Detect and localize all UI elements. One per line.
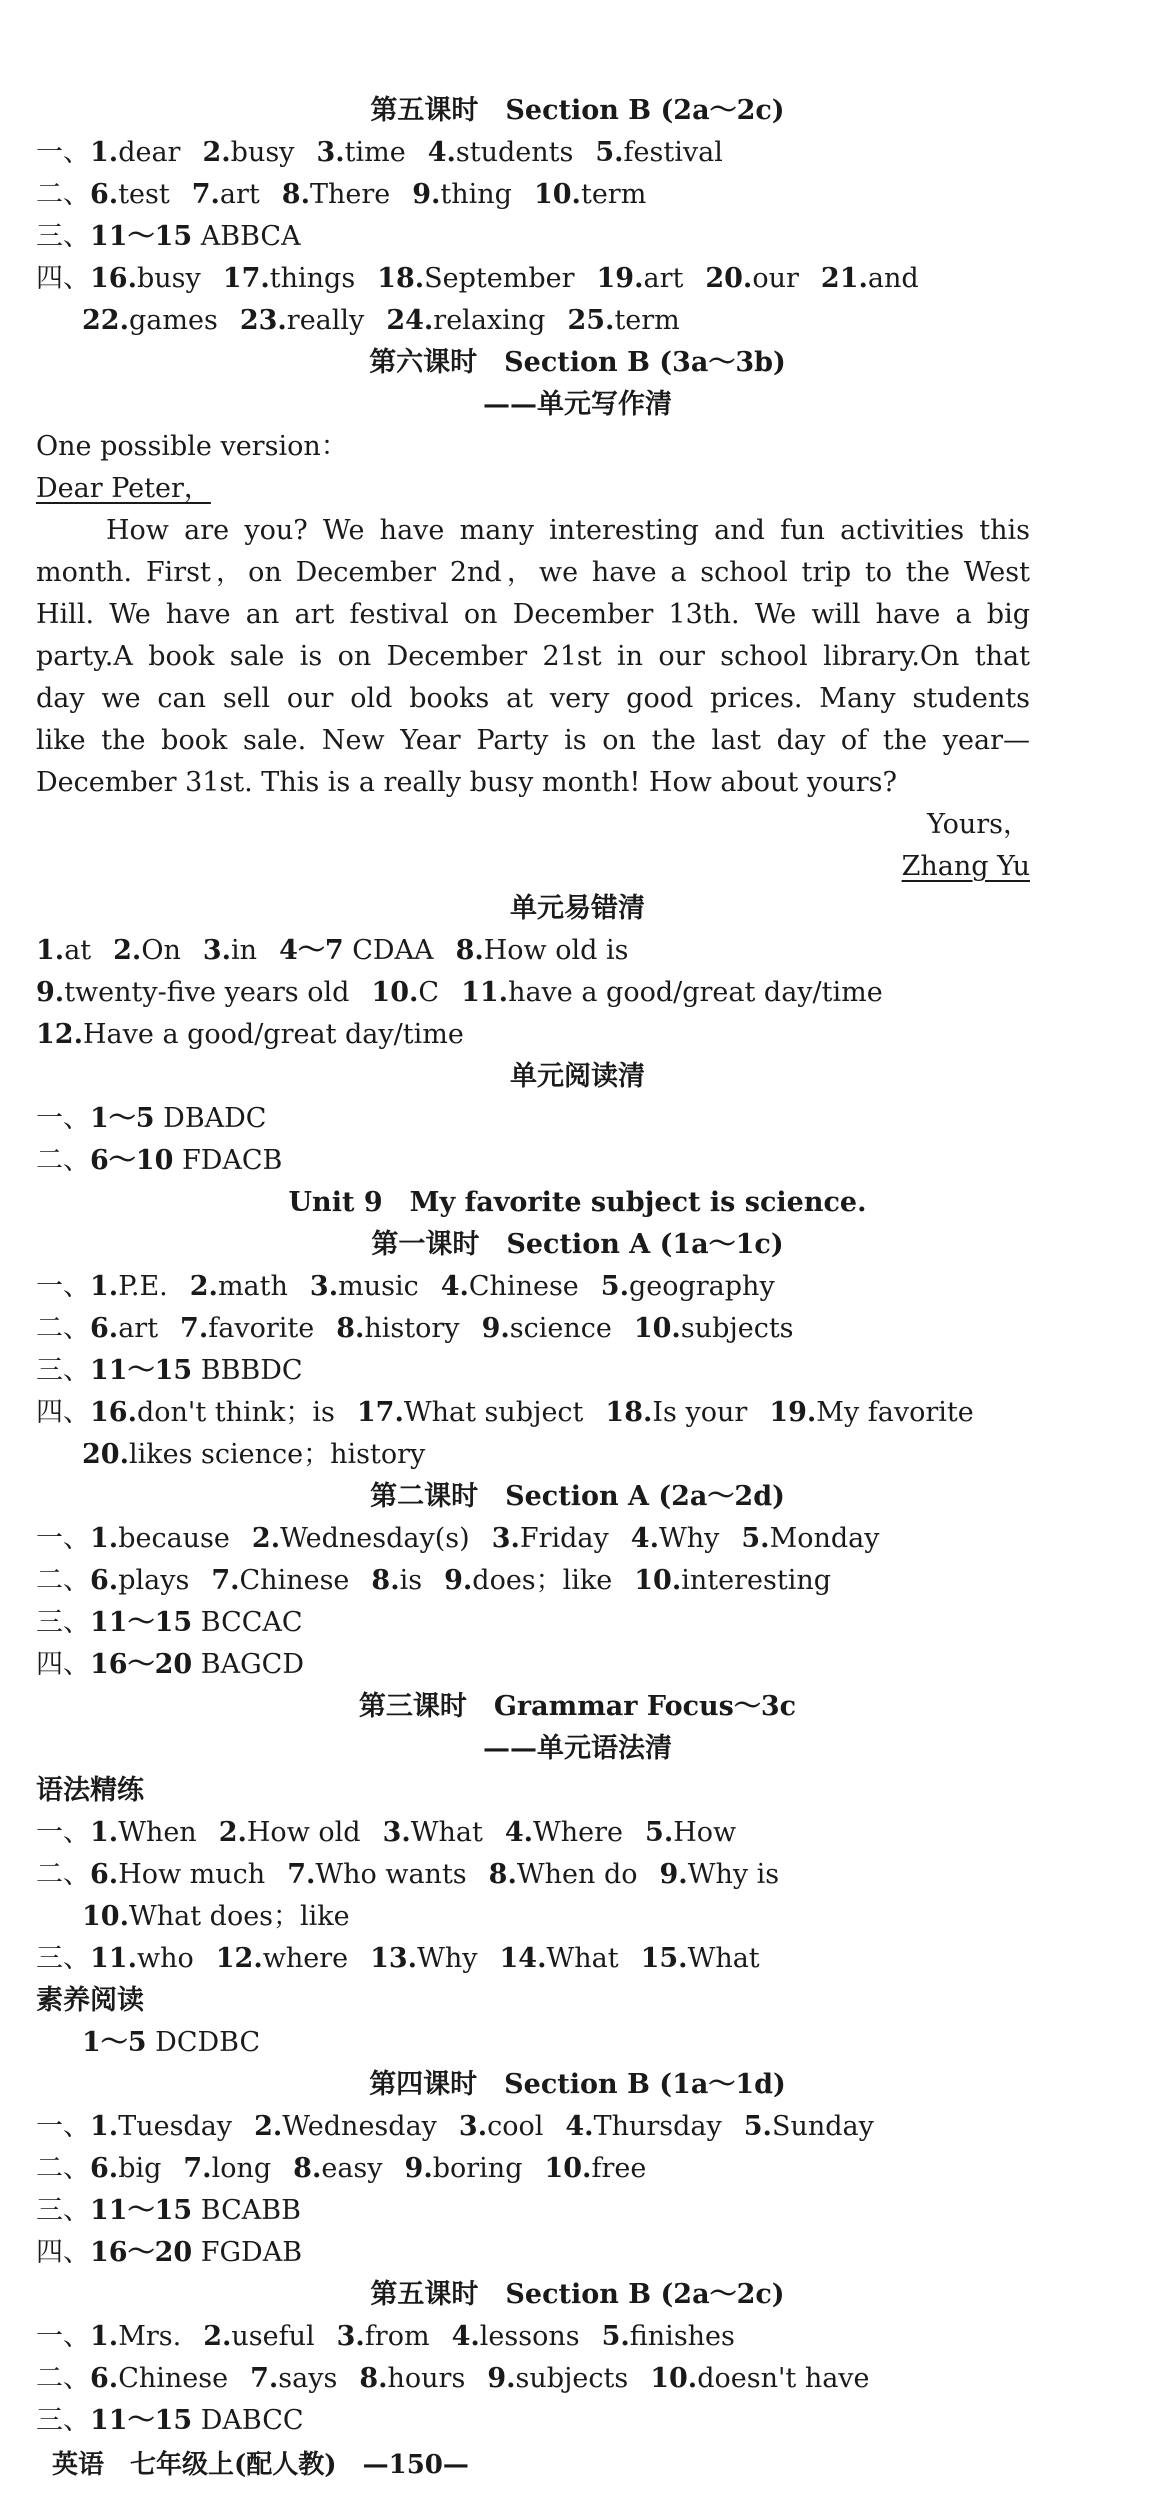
question-group-label: 三、: [36, 1607, 90, 1638]
answer-line: [36, 2192, 1119, 2230]
question-number: 9.: [404, 2153, 433, 2184]
question-number: 18.: [605, 1397, 653, 1428]
question-number: 5.: [743, 2111, 772, 2142]
answer-text: dear: [118, 137, 181, 168]
answer-text: term: [580, 179, 647, 210]
answer-text: festival: [623, 137, 723, 168]
question-number: 1～5: [90, 1103, 155, 1134]
question-number: 12.: [36, 1019, 83, 1050]
answer-text: My favorite: [816, 1397, 974, 1428]
answer-line: [36, 176, 1119, 214]
answer-text: There: [309, 179, 391, 210]
question-number: 2.: [218, 1817, 247, 1848]
question-group-label: 一、: [36, 137, 90, 168]
answer-line: [36, 2150, 1119, 2188]
answer-line: [82, 2024, 1119, 2062]
answer-text: thing: [440, 179, 512, 210]
question-number: 18.: [377, 263, 425, 294]
question-number: 2.: [254, 2111, 283, 2142]
writing-line: day we can sell our old books at very good prices. Many students: [36, 683, 1030, 714]
answer-text: Chinese: [468, 1271, 579, 1302]
answer-text: art: [118, 1313, 159, 1344]
answer-text: art: [643, 263, 684, 294]
answer-text: Friday: [519, 1523, 609, 1554]
section-title: 第五课时 Section B (2a～2c): [370, 2279, 785, 2310]
section-title: 第二课时 Section A (2a～2d): [370, 1481, 785, 1512]
answer-line: [36, 1646, 1119, 1684]
answer-text: DBADC: [163, 1103, 267, 1134]
question-number: 14.: [499, 1943, 547, 1974]
writing-greeting: Dear Peter，: [36, 473, 211, 504]
question-number: 16～20: [90, 2237, 193, 2268]
answer-text: at: [64, 935, 92, 966]
answer-text: have a good/great day/time: [508, 977, 883, 1008]
answer-text: art: [219, 179, 260, 210]
answer-text: On: [141, 935, 181, 966]
question-number: 5.: [600, 1271, 629, 1302]
question-number: 8.: [336, 1313, 365, 1344]
question-number: 3.: [491, 1523, 520, 1554]
answer-text: relaxing: [433, 305, 546, 336]
section-title: 第四课时 Section B (1a～1d): [369, 2069, 786, 2100]
answer-text: Is your: [652, 1397, 748, 1428]
answer-text: really: [286, 305, 365, 336]
question-number: 3.: [336, 2321, 365, 2352]
answer-text: BBBDC: [200, 1355, 303, 1386]
question-number: 9.: [36, 977, 65, 1008]
answer-text: What: [687, 1943, 760, 1974]
answer-text: does；like: [472, 1565, 613, 1596]
question-number: 15.: [640, 1943, 688, 1974]
question-group-label: 二、: [36, 1145, 90, 1176]
question-number: 1.: [90, 2321, 119, 2352]
question-number: 7.: [287, 1859, 316, 1890]
question-group-label: 三、: [36, 1355, 90, 1386]
question-group-label: 三、: [36, 221, 90, 252]
question-number: 10.: [634, 1565, 682, 1596]
answer-text: interesting: [681, 1565, 832, 1596]
writing-line: month. First，on December 2nd，we have a school trip to the West: [36, 557, 1030, 588]
answer-text: subjects: [680, 1313, 794, 1344]
question-number: 16～20: [90, 1649, 193, 1680]
question-group-label: 二、: [36, 1859, 90, 1890]
question-number: 6.: [90, 1565, 119, 1596]
answer-line: [36, 2318, 1119, 2356]
question-number: 9.: [444, 1565, 473, 1596]
question-group-label: 二、: [36, 1565, 90, 1596]
section-title: 第三课时 Grammar Focus～3c: [358, 1691, 797, 1722]
question-number: 11.: [461, 977, 509, 1008]
question-number: 10.: [533, 179, 581, 210]
answer-text: science: [509, 1313, 612, 1344]
question-number: 20.: [705, 263, 753, 294]
answer-line: [36, 1142, 1119, 1180]
writing-signature: Zhang Yu: [901, 851, 1030, 882]
question-number: 21.: [820, 263, 868, 294]
answer-text: Why is: [687, 1859, 780, 1890]
question-group-label: 一、: [36, 1817, 90, 1848]
question-number: 25.: [567, 305, 615, 336]
answer-text: favorite: [208, 1313, 315, 1344]
question-number: 1.: [90, 1817, 119, 1848]
answer-line: [36, 1604, 1119, 1642]
question-number: 8.: [293, 2153, 322, 2184]
question-number: 3.: [382, 1817, 411, 1848]
answer-line: [36, 2360, 1119, 2398]
answer-text: Sunday: [771, 2111, 874, 2142]
question-number: 16.: [90, 263, 137, 294]
answer-text: Who wants: [315, 1859, 467, 1890]
question-number: 24.: [386, 305, 434, 336]
question-number: 4.: [427, 137, 456, 168]
answer-text: When: [118, 1817, 197, 1848]
question-number: 8.: [455, 935, 484, 966]
question-group-label: 二、: [36, 2153, 90, 2184]
question-number: 11～15: [90, 221, 193, 252]
question-number: 7.: [191, 179, 220, 210]
answer-text: What does；like: [128, 1901, 350, 1932]
section-title: 第五课时 Section B (2a～2c): [370, 95, 785, 126]
section-subtitle: ——单元写作清: [483, 389, 672, 420]
section-title: 第一课时 Section A (1a～1c): [371, 1229, 784, 1260]
question-number: 9.: [481, 1313, 510, 1344]
writing-line: party.A book sale is on December 21st in our school library.On that: [36, 641, 1030, 672]
question-group-label: 一、: [36, 1523, 90, 1554]
question-number: 11～15: [90, 2405, 193, 2436]
question-group-label: 四、: [36, 1397, 90, 1428]
answer-text: students: [455, 137, 574, 168]
question-number: 19.: [596, 263, 644, 294]
answer-text: How old: [246, 1817, 361, 1848]
question-number: 11.: [90, 1943, 137, 1974]
section-title: 单元阅读清: [510, 1061, 645, 1092]
question-number: 11～15: [90, 1607, 193, 1638]
answer-text: term: [614, 305, 680, 336]
answer-text: Mrs.: [118, 2321, 182, 2352]
answer-text: is: [399, 1565, 423, 1596]
answer-line: [36, 2234, 1119, 2272]
answer-text: easy: [321, 2153, 383, 2184]
answer-text: in: [231, 935, 258, 966]
question-number: 4～7: [279, 935, 344, 966]
question-number: 9.: [659, 1859, 688, 1890]
answer-line: [36, 1016, 1119, 1054]
question-group-label: 二、: [36, 179, 90, 210]
writing-closing: Yours，: [927, 809, 1030, 840]
question-number: 9.: [412, 179, 441, 210]
question-number: 19.: [769, 1397, 817, 1428]
answer-text: geography: [628, 1271, 775, 1302]
answer-text: music: [338, 1271, 419, 1302]
answer-line: [36, 218, 1119, 256]
answer-text: How: [673, 1817, 737, 1848]
writing-line: like the book sale. New Year Party is on the last day of the year—: [36, 725, 1030, 756]
question-number: 2.: [202, 137, 231, 168]
question-number: 8.: [281, 179, 310, 210]
subhead-grammar-practice: 语法精练: [36, 1775, 144, 1806]
answer-text: from: [364, 2321, 430, 2352]
answer-text: subjects: [515, 2363, 629, 2394]
page-footer: 英语 七年级上(配人教) —150—: [52, 2450, 469, 2480]
question-number: 3.: [309, 1271, 339, 1302]
answer-text: time: [344, 137, 406, 168]
question-number: 6.: [90, 1313, 119, 1344]
answer-text: because: [118, 1523, 230, 1554]
question-number: 4.: [565, 2111, 594, 2142]
answer-line: [36, 974, 1119, 1012]
question-number: 6.: [90, 1859, 119, 1890]
subhead-literacy-reading: 素养阅读: [36, 1985, 144, 2016]
question-number: 5.: [741, 1523, 770, 1554]
question-number: 11～15: [90, 1355, 193, 1386]
question-number: 7.: [211, 1565, 240, 1596]
question-group-label: 一、: [36, 1271, 90, 1302]
answer-line: [36, 932, 1119, 970]
answer-line: [36, 1562, 1119, 1600]
answer-text: P.E.: [118, 1271, 168, 1302]
answer-text: Where: [533, 1817, 624, 1848]
question-number: 4.: [504, 1817, 534, 1848]
answer-text: CDAA: [352, 935, 434, 966]
answer-line: [82, 1898, 1119, 1936]
question-group-label: 一、: [36, 2111, 90, 2142]
question-group-label: 一、: [36, 1103, 90, 1134]
question-number: 20.: [82, 1439, 129, 1470]
answer-text: BAGCD: [200, 1649, 304, 1680]
answer-line: [82, 302, 1119, 340]
question-group-label: 三、: [36, 1943, 90, 1974]
question-group-label: 三、: [36, 2405, 90, 2436]
section-subtitle: ——单元语法清: [483, 1733, 672, 1764]
question-number: 11～15: [90, 2195, 193, 2226]
question-number: 4.: [440, 1271, 469, 1302]
question-number: 2.: [203, 2321, 232, 2352]
answer-text: boring: [432, 2153, 523, 2184]
answer-text: doesn't have: [697, 2363, 870, 2394]
answer-text: likes science；history: [128, 1439, 426, 1470]
question-number: 23.: [239, 305, 287, 336]
answer-text: where: [262, 1943, 349, 1974]
answer-line: [36, 2108, 1119, 2146]
question-number: 9.: [487, 2363, 516, 2394]
question-number: 5.: [601, 2321, 630, 2352]
section-title: 单元易错清: [510, 893, 645, 924]
question-group-label: 四、: [36, 1649, 90, 1680]
question-number: 1.: [90, 1271, 119, 1302]
section-title: 第六课时 Section B (3a～3b): [369, 347, 786, 378]
question-number: 8.: [371, 1565, 400, 1596]
answer-line: [36, 1856, 1119, 1894]
question-number: 8.: [488, 1859, 517, 1890]
question-group-label: 三、: [36, 2195, 90, 2226]
answer-text: big: [118, 2153, 162, 2184]
answer-text: Chinese: [118, 2363, 229, 2394]
writing-intro: One possible version：: [36, 431, 348, 462]
answer-text: Why: [658, 1523, 720, 1554]
answer-text: September: [424, 263, 575, 294]
answer-text: What: [410, 1817, 483, 1848]
question-number: 3.: [202, 935, 232, 966]
question-number: 1.: [36, 935, 65, 966]
question-number: 5.: [645, 1817, 674, 1848]
answer-text: What subject: [403, 1397, 584, 1428]
question-number: 7.: [183, 2153, 212, 2184]
question-number: 7.: [250, 2363, 279, 2394]
answer-text: Wednesday(s): [280, 1523, 470, 1554]
answer-text: math: [217, 1271, 288, 1302]
answer-text: cool: [487, 2111, 544, 2142]
answer-text: history: [364, 1313, 460, 1344]
question-number: 4.: [451, 2321, 480, 2352]
answer-line: [36, 260, 1119, 298]
question-number: 5.: [595, 137, 624, 168]
answer-text: busy: [230, 137, 295, 168]
writing-line: How are you? We have many interesting and fun activities this: [106, 515, 1030, 546]
answer-text: DCDBC: [155, 2027, 261, 2058]
question-number: 1.: [90, 2111, 119, 2142]
question-group-label: 四、: [36, 2237, 90, 2268]
writing-line: Hill. We have an art festival on December 13th. We will have a big: [36, 599, 1030, 630]
question-number: 10.: [371, 977, 419, 1008]
answer-line: [36, 1268, 1119, 1306]
question-number: 6.: [90, 179, 119, 210]
answer-line: [36, 1814, 1119, 1852]
answer-text: plays: [118, 1565, 190, 1596]
answer-text: Have a good/great day/time: [82, 1019, 464, 1050]
question-number: 13.: [370, 1943, 418, 1974]
answer-text: Why: [417, 1943, 478, 1974]
answer-text: free: [591, 2153, 647, 2184]
answer-text: don't think；is: [136, 1397, 335, 1428]
answer-text: test: [118, 179, 170, 210]
answer-line: [82, 1436, 1119, 1474]
answer-line: [36, 1940, 1119, 1978]
answer-text: finishes: [629, 2321, 735, 2352]
answer-text: Thursday: [593, 2111, 722, 2142]
answer-text: How old is: [483, 935, 629, 966]
question-number: 16.: [90, 1397, 137, 1428]
question-number: 3.: [316, 137, 345, 168]
question-number: 10.: [650, 2363, 698, 2394]
answer-text: What: [546, 1943, 619, 1974]
answer-text: BCCAC: [200, 1607, 303, 1638]
answer-line: [36, 1352, 1119, 1390]
answer-text: who: [136, 1943, 194, 1974]
answer-text: hours: [387, 2363, 466, 2394]
question-group-label: 四、: [36, 263, 90, 294]
answer-text: Tuesday: [118, 2111, 233, 2142]
writing-line: December 31st. This is a really busy month! How about yours?: [36, 767, 897, 798]
question-number: 2.: [113, 935, 142, 966]
question-group-label: 二、: [36, 2363, 90, 2394]
answer-text: Wednesday: [282, 2111, 437, 2142]
answer-text: lessons: [479, 2321, 580, 2352]
question-number: 4.: [630, 1523, 659, 1554]
answer-line: [36, 2402, 1119, 2440]
answer-text: twenty-five years old: [64, 977, 350, 1008]
answer-line: [36, 1310, 1119, 1348]
answer-text: Chinese: [239, 1565, 350, 1596]
answer-text: BCABB: [200, 2195, 301, 2226]
answer-text: How much: [118, 1859, 266, 1890]
question-group-label: 一、: [36, 2321, 90, 2352]
question-number: 10.: [82, 1901, 129, 1932]
answer-text: Monday: [769, 1523, 880, 1554]
question-number: 1～5: [82, 2027, 147, 2058]
question-number: 7.: [180, 1313, 209, 1344]
question-number: 1.: [90, 1523, 119, 1554]
answer-text: things: [269, 263, 356, 294]
question-number: 12.: [215, 1943, 263, 1974]
answer-line: [36, 1394, 1119, 1432]
answer-text: games: [128, 305, 218, 336]
answer-text: C: [418, 977, 440, 1008]
answer-text: When do: [516, 1859, 638, 1890]
answer-text: DABCC: [200, 2405, 304, 2436]
question-group-label: 二、: [36, 1313, 90, 1344]
answer-text: long: [211, 2153, 272, 2184]
unit-title: Unit 9 My favorite subject is science.: [288, 1187, 867, 1218]
answer-line: [36, 1100, 1119, 1138]
answer-text: our: [752, 263, 799, 294]
answer-text: busy: [136, 263, 201, 294]
answer-text: FDACB: [181, 1145, 283, 1176]
question-number: 6～10: [90, 1145, 174, 1176]
question-number: 17.: [356, 1397, 404, 1428]
question-number: 17.: [222, 263, 270, 294]
question-number: 22.: [82, 305, 129, 336]
question-number: 10.: [633, 1313, 681, 1344]
answer-text: useful: [231, 2321, 315, 2352]
question-number: 10.: [544, 2153, 592, 2184]
question-number: 6.: [90, 2363, 119, 2394]
question-number: 6.: [90, 2153, 119, 2184]
answer-text: ABBCA: [200, 221, 301, 252]
question-number: 2.: [189, 1271, 218, 1302]
answer-text: says: [278, 2363, 338, 2394]
answer-line: [36, 1520, 1119, 1558]
answer-text: and: [867, 263, 919, 294]
question-number: 3.: [458, 2111, 488, 2142]
answer-text: FGDAB: [200, 2237, 303, 2268]
question-number: 2.: [251, 1523, 281, 1554]
question-number: 1.: [90, 137, 119, 168]
answer-line: [36, 134, 1119, 172]
question-number: 8.: [359, 2363, 388, 2394]
